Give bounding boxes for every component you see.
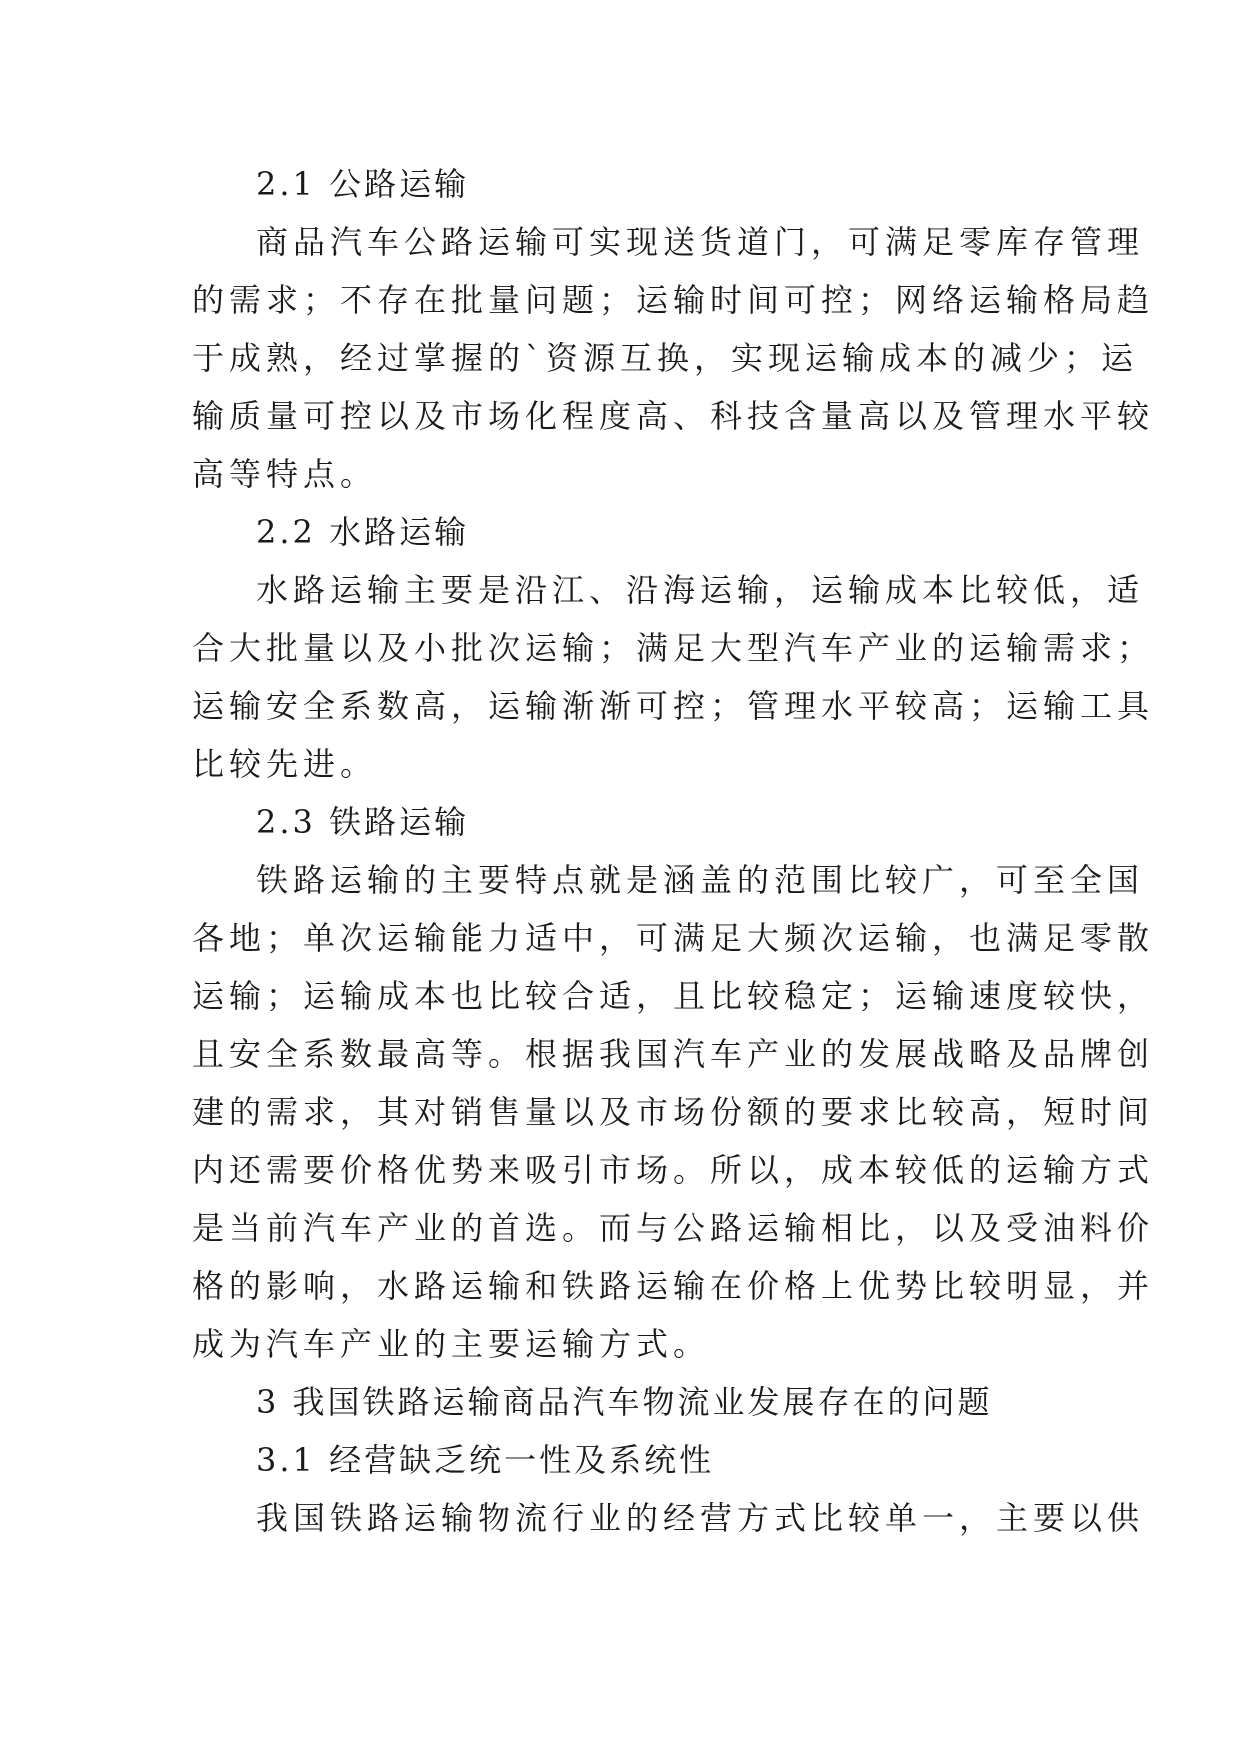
- paragraph-line: 商品汽车公路运输可实现送货道门，可满足零库存管理: [256, 223, 1145, 261]
- paragraph-line: 于成熟，经过掌握的`资源互换，实现运输成本的减少；运: [192, 339, 1139, 377]
- paragraph-line: 铁路运输的主要特点就是涵盖的范围比较广，可至全国: [256, 861, 1145, 899]
- paragraph-line: 输质量可控以及市场化程度高、科技含量高以及管理水平较: [192, 397, 1155, 435]
- section-heading-3: 3 我国铁路运输商品汽车物流业发展存在的问题: [256, 1383, 993, 1421]
- paragraph-line: 运输；运输成本也比较合适，且比较稳定；运输速度较快，: [192, 977, 1155, 1015]
- section-heading-2-2: 2.2 水路运输: [256, 513, 470, 551]
- section-heading-2-3: 2.3 铁路运输: [256, 803, 470, 841]
- paragraph-line: 格的影响，水路运输和铁路运输在价格上优势比较明显，并: [192, 1267, 1155, 1305]
- paragraph-line: 水路运输主要是沿江、沿海运输，运输成本比较低，适: [256, 571, 1145, 609]
- paragraph-line: 且安全系数最高等。根据我国汽车产业的发展战略及品牌创: [192, 1035, 1155, 1073]
- paragraph-line: 合大批量以及小批次运输；满足大型汽车产业的运输需求；: [192, 629, 1155, 667]
- paragraph-line: 内还需要价格优势来吸引市场。所以，成本较低的运输方式: [192, 1151, 1155, 1189]
- section-heading-2-1: 2.1 公路运输: [256, 165, 470, 203]
- paragraph-line: 成为汽车产业的主要运输方式。: [192, 1325, 711, 1363]
- paragraph-line: 是当前汽车产业的首选。而与公路运输相比，以及受油料价: [192, 1209, 1155, 1247]
- paragraph-line: 运输安全系数高，运输渐渐可控；管理水平较高；运输工具: [192, 687, 1155, 725]
- document-page: [192, 155, 1155, 1547]
- paragraph-line: 比较先进。: [192, 745, 378, 783]
- section-heading-3-1: 3.1 经营缺乏统一性及系统性: [256, 1441, 715, 1479]
- paragraph-line: 各地；单次运输能力适中，可满足大频次运输，也满足零散: [192, 919, 1155, 957]
- paragraph-line: 建的需求，其对销售量以及市场份额的要求比较高，短时间: [192, 1093, 1155, 1131]
- paragraph-line: 我国铁路运输物流行业的经营方式比较单一，主要以供: [256, 1499, 1145, 1537]
- paragraph-line: 高等特点。: [192, 455, 378, 493]
- paragraph-line: 的需求；不存在批量问题；运输时间可控；网络运输格局趋: [192, 281, 1155, 319]
